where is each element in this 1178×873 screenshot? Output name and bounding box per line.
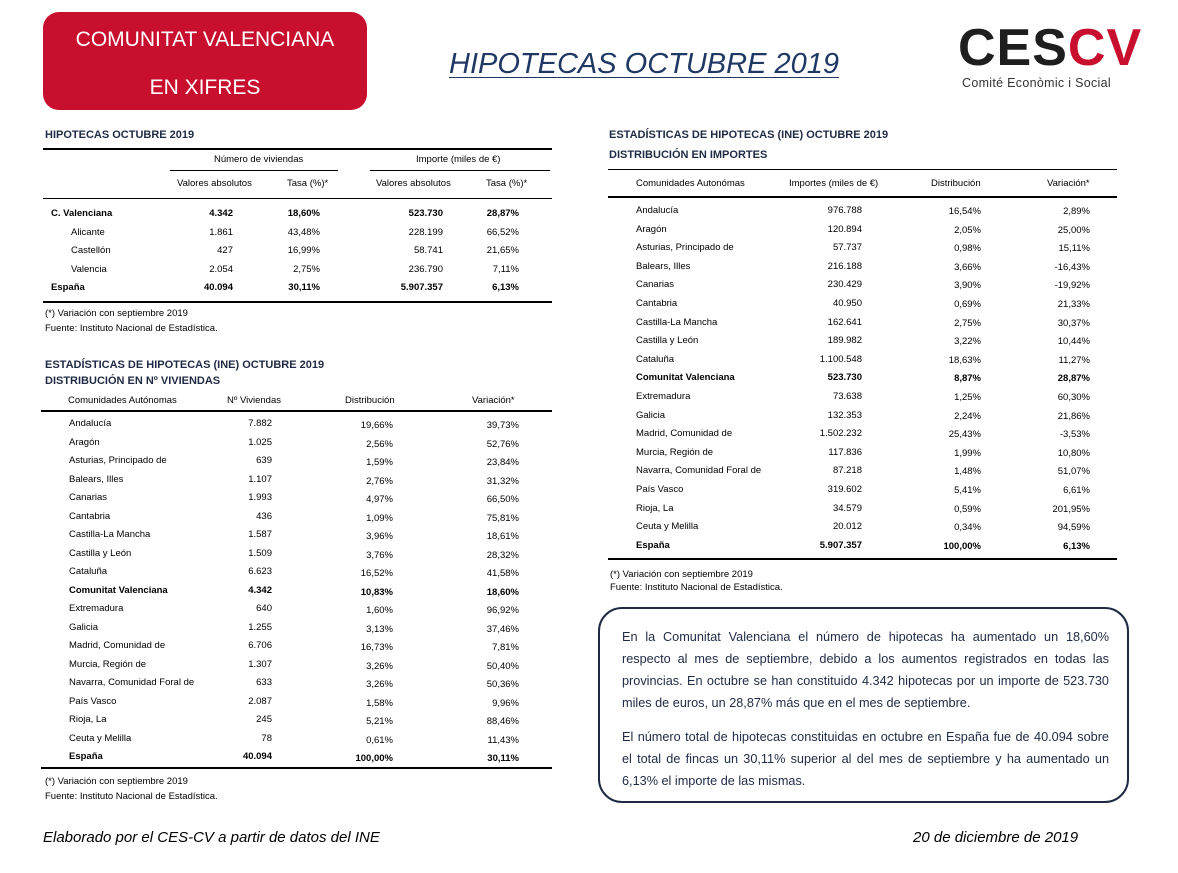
table3-row-importe: 162.641 xyxy=(827,316,862,328)
table2-row-variacion: 28,32% xyxy=(486,549,519,561)
table2-header-ccaa: Comunidades Autónomas xyxy=(68,395,177,406)
table1-group-rule-2 xyxy=(370,170,550,171)
table2-row-distribucion: 0,61% xyxy=(366,734,393,746)
table2-row-name: Galicia xyxy=(69,621,99,633)
table3-row-name: Cantabria xyxy=(636,298,678,309)
table2-row-variacion: 37,46% xyxy=(486,623,519,635)
table2-row-viviendas: 6.706 xyxy=(248,640,272,651)
table3-row-name: Castilla-La Mancha xyxy=(636,316,718,328)
table2-row-viviendas: 1.587 xyxy=(248,529,272,540)
table3-row-importe: 34.579 xyxy=(832,502,862,514)
table1-row-importe: 58.741 xyxy=(413,245,443,256)
table3-header-distribucion: Distribución xyxy=(931,178,981,189)
table2-row-variacion: 23,84% xyxy=(486,457,519,468)
table3-row-distribucion: 1,99% xyxy=(954,447,981,459)
table1-col-tasa-1: Tasa (%)* xyxy=(287,178,329,189)
table3-row-variacion: 2,89% xyxy=(1063,206,1090,217)
table3-row-variacion: 21,86% xyxy=(1057,410,1090,422)
table1-row-tasa-viviendas: 18,60% xyxy=(287,208,320,219)
table2-row-viviendas: 1.993 xyxy=(248,492,272,503)
table1-note: (*) Variación con septiembre 2019 xyxy=(45,308,188,319)
table3-row-distribucion: 0,59% xyxy=(954,503,981,515)
table2-row-variacion: 75,81% xyxy=(486,512,519,524)
table3-row-importe: 73.638 xyxy=(832,391,862,402)
badge-line-2: EN XIFRES xyxy=(149,76,261,99)
table3-note: (*) Variación con septiembre 2019 xyxy=(610,569,753,580)
table3-row-importe: 1.100.548 xyxy=(819,353,862,365)
table2-row-viviendas: 640 xyxy=(256,603,272,614)
logo-word-ces: CES xyxy=(958,19,1068,77)
table2-row-viviendas: 78 xyxy=(261,732,272,744)
table3-row-name: Balears, Illes xyxy=(636,260,691,272)
table3-title-2: DISTRIBUCIÓN EN IMPORTES xyxy=(609,149,768,161)
table3-row-name: Murcia, Región de xyxy=(636,446,714,458)
page-title: HIPOTECAS OCTUBRE 2019 xyxy=(449,48,839,80)
table3-row-importe: 216.188 xyxy=(827,260,862,272)
table3-row-name: Madrid, Comunidad de xyxy=(636,428,733,440)
table1-title: HIPOTECAS OCTUBRE 2019 xyxy=(45,129,195,141)
table2-row-distribucion: 3,13% xyxy=(366,623,393,635)
table1-header-rule xyxy=(43,198,552,199)
table2-row-viviendas: 1.255 xyxy=(248,621,272,633)
table2-row-variacion: 41,58% xyxy=(486,568,519,579)
table1-row-viviendas: 2.054 xyxy=(209,264,233,275)
table3-row-variacion: 30,37% xyxy=(1057,317,1090,329)
table2-row-distribucion: 2,56% xyxy=(366,438,393,450)
logo-word-cv: CV xyxy=(1067,19,1143,77)
table3-row-variacion: 60,30% xyxy=(1057,392,1090,403)
table3-title-1: ESTADÍSTICAS DE HIPOTECAS (INE) OCTUBRE 2019 xyxy=(609,129,889,141)
table3-row-variacion: 6,13% xyxy=(1063,540,1090,552)
table1-group-rule-1 xyxy=(170,170,338,171)
table1-row-viviendas: 4.342 xyxy=(209,208,233,219)
table1-row-name: Valencia xyxy=(71,264,107,275)
table2-row-variacion: 7,81% xyxy=(492,642,519,653)
table2-row-viviendas: 6.623 xyxy=(248,566,272,577)
table3-header-variacion: Variación* xyxy=(1047,178,1090,189)
table2-header-rule xyxy=(41,410,552,412)
table2-title-1: ESTADÍSTICAS DE HIPOTECAS (INE) OCTUBRE 2019 xyxy=(45,359,325,371)
table3-row-variacion: -19,92% xyxy=(1054,280,1090,292)
table2-note: (*) Variación con septiembre 2019 xyxy=(45,776,188,787)
table1-row-viviendas: 1.861 xyxy=(209,227,233,238)
table2-row-name: País Vasco xyxy=(69,695,117,707)
table2-row-distribucion: 4,97% xyxy=(366,494,393,505)
table3-row-variacion: 28,87% xyxy=(1057,373,1090,385)
table2-row-name: Asturias, Principado de xyxy=(69,455,167,466)
table2-row-viviendas: 245 xyxy=(256,714,272,725)
table1-col-va-1: Valores absolutos xyxy=(177,178,252,189)
table1-row-tasa-viviendas: 30,11% xyxy=(288,282,320,293)
table2-row-variacion: 30,11% xyxy=(487,753,519,764)
table3-top-rule xyxy=(608,169,1117,170)
table2-row-name: Andalucía xyxy=(69,418,112,429)
table3-row-name: Asturias, Principado de xyxy=(636,242,734,254)
table3-row-distribucion: 0,98% xyxy=(954,243,981,255)
table2-row-viviendas: 1.307 xyxy=(248,658,272,670)
table2-row-distribucion: 5,21% xyxy=(366,716,393,727)
table2-row-distribucion: 3,26% xyxy=(366,660,393,672)
table1-row-viviendas: 427 xyxy=(217,245,233,256)
table3-row-variacion: 94,59% xyxy=(1057,522,1090,534)
table2-row-distribucion: 100,00% xyxy=(355,753,393,764)
table3-header-importes: Importes (miles de €) xyxy=(789,178,879,189)
table2-row-variacion: 52,76% xyxy=(486,438,519,450)
table2-row-variacion: 50,36% xyxy=(486,679,519,690)
table1-row-name: C. Valenciana xyxy=(51,208,113,219)
footer-source: Elaborado por el CES-CV a partir de datos del INE xyxy=(43,829,380,846)
table2-row-viviendas: 4.342 xyxy=(248,584,272,596)
table3-row-distribucion: 100,00% xyxy=(943,540,981,552)
table3-row-variacion: 15,11% xyxy=(1058,243,1090,255)
table2-row-variacion: 9,96% xyxy=(492,697,519,709)
table2-row-distribucion: 1,09% xyxy=(366,512,393,524)
table1-row-tasa-importe: 28,87% xyxy=(486,208,519,219)
table2-row-name: Murcia, Región de xyxy=(69,658,147,670)
summary-paragraph-1: En la Comunitat Valenciana el número de hipotecas ha aumentado un 18,60% respecto al mes de septiembre, debido a los aumentos registrados en todas las provincias. En octubre se han constituido 4.342 hipotecas por un importe de 523.730 miles de euros, un 28,87% más que en el mes de septiembre. xyxy=(622,630,1109,710)
table3-row-name: Canarias xyxy=(636,279,675,291)
table3-row-distribucion: 3,90% xyxy=(954,280,981,292)
table3-header-ccaa: Comunidades Autonómas xyxy=(636,178,745,189)
table2-header-distribucion: Distribución xyxy=(345,395,395,406)
table2-row-variacion: 39,73% xyxy=(486,420,519,431)
table3-row-distribucion: 16,54% xyxy=(948,206,981,217)
table2-row-name: Aragón xyxy=(69,436,100,448)
table3-row-variacion: -3,53% xyxy=(1059,429,1090,441)
table2-row-name: Comunitat Valenciana xyxy=(69,584,168,596)
footer-date: 20 de diciembre de 2019 xyxy=(913,829,1079,846)
table3-row-importe: 20.012 xyxy=(832,521,862,533)
table2-row-name: Extremadura xyxy=(69,603,124,614)
header-badge xyxy=(43,12,367,110)
table3-row-distribucion: 3,66% xyxy=(954,261,981,273)
table3-row-distribucion: 25,43% xyxy=(948,429,981,441)
table1-row-name: España xyxy=(51,282,85,293)
table3-row-variacion: 51,07% xyxy=(1057,466,1090,478)
table3-row-importe: 120.894 xyxy=(827,223,862,235)
table3-row-importe: 1.502.232 xyxy=(819,428,862,440)
table3-row-variacion: 25,00% xyxy=(1057,224,1090,236)
table3-row-distribucion: 0,34% xyxy=(954,522,981,534)
table2-row-distribucion: 16,73% xyxy=(360,642,393,653)
table2-row-distribucion: 1,59% xyxy=(366,457,393,468)
badge-line-1: COMUNITAT VALENCIANA xyxy=(75,28,335,51)
table1-row-tasa-viviendas: 43,48% xyxy=(287,227,320,238)
table1-row-importe: 523.730 xyxy=(408,208,443,219)
table1-col-va-2: Valores absolutos xyxy=(376,178,451,189)
table3-row-importe: 87.218 xyxy=(832,465,862,477)
table3-source: Fuente: Instituto Nacional de Estadística. xyxy=(610,582,783,593)
table2-row-variacion: 18,60% xyxy=(486,586,519,598)
table1-bottom-rule xyxy=(43,301,552,303)
table2-row-name: Cantabria xyxy=(69,510,111,522)
table3-row-importe: 132.353 xyxy=(827,409,862,421)
table3-row-name: Aragón xyxy=(636,223,667,235)
table3-row-variacion: 6,61% xyxy=(1063,485,1090,496)
summary-box xyxy=(598,607,1129,803)
table2-row-viviendas: 1.107 xyxy=(248,473,272,485)
table2-row-distribucion: 1,58% xyxy=(366,697,393,709)
table2-bottom-rule xyxy=(41,767,552,769)
table3-row-name: País Vasco xyxy=(636,484,684,495)
table1-row-viviendas: 40.094 xyxy=(203,282,233,293)
table2-row-variacion: 50,40% xyxy=(486,660,519,672)
table1-row-name: Alicante xyxy=(71,227,105,238)
table3-row-variacion: 10,44% xyxy=(1057,336,1090,348)
summary-paragraph-2: El número total de hipotecas constituidas en octubre en España fue de 40.094 sobre el total de fincas un 30,11% superior al del mes de septiembre y ha aumentado un 6,13% el importe de las mismas. xyxy=(622,730,1109,788)
table3-row-distribucion: 1,48% xyxy=(954,466,981,478)
table2-row-viviendas: 40.094 xyxy=(242,751,272,762)
table3-row-distribucion: 2,75% xyxy=(954,317,981,329)
table3-row-importe: 57.737 xyxy=(832,242,862,254)
table3-row-name: Galicia xyxy=(636,409,666,421)
table2-row-distribucion: 2,76% xyxy=(366,475,393,487)
table2-row-distribucion: 16,52% xyxy=(360,568,393,579)
table1-group-viviendas: Número de viviendas xyxy=(214,154,304,165)
logo-subtitle: Comité Econòmic i Social xyxy=(962,76,1111,90)
table3-row-name: Extremadura xyxy=(636,391,691,402)
table3-row-importe: 5.907.357 xyxy=(819,539,862,551)
table3-row-distribucion: 0,69% xyxy=(954,299,981,310)
table1-row-tasa-importe: 21,65% xyxy=(486,245,519,256)
table3-row-variacion: -16,43% xyxy=(1054,261,1090,273)
table2-row-variacion: 18,61% xyxy=(486,531,519,542)
table1-row-importe: 5.907.357 xyxy=(400,282,443,293)
table2-row-name: Madrid, Comunidad de xyxy=(69,640,166,651)
table3-row-importe: 40.950 xyxy=(832,298,862,309)
table3-row-name: Castilla y León xyxy=(636,335,699,347)
table3-row-name: Navarra, Comunidad Foral de xyxy=(636,465,762,477)
table1-group-importe: Importe (miles de €) xyxy=(416,154,501,165)
table1-col-tasa-2: Tasa (%)* xyxy=(486,178,528,189)
table2-header-variacion: Variación* xyxy=(472,395,515,406)
table3-row-variacion: 11,27% xyxy=(1058,354,1090,366)
table2-row-variacion: 88,46% xyxy=(486,716,519,727)
table3-row-distribucion: 2,05% xyxy=(954,224,981,236)
table2-row-name: España xyxy=(69,751,103,762)
table2-row-viviendas: 633 xyxy=(256,677,272,688)
table1-row-tasa-importe: 6,13% xyxy=(492,282,519,293)
table2-row-variacion: 11,43% xyxy=(487,734,519,746)
table3-row-variacion: 201,95% xyxy=(1052,503,1090,515)
table2-row-distribucion: 3,76% xyxy=(366,549,393,561)
table3-row-importe: 189.982 xyxy=(827,335,862,347)
logo-wordmark xyxy=(958,20,1142,76)
table2-row-variacion: 96,92% xyxy=(486,605,519,616)
table3-row-distribucion: 5,41% xyxy=(954,485,981,496)
table2-title-2: DISTRIBUCIÓN EN Nº VIVIENDAS xyxy=(45,375,221,387)
table2-row-distribucion: 19,66% xyxy=(360,420,393,431)
table2-row-name: Castilla-La Mancha xyxy=(69,529,151,540)
table2-row-name: Ceuta y Melilla xyxy=(69,732,132,744)
table3-row-distribucion: 1,25% xyxy=(954,392,981,403)
table2-row-viviendas: 639 xyxy=(256,455,272,466)
table3-header-rule xyxy=(608,196,1117,198)
table3-row-name: Ceuta y Melilla xyxy=(636,521,699,533)
table1-row-tasa-importe: 66,52% xyxy=(486,227,519,238)
table3-row-distribucion: 18,63% xyxy=(948,354,981,366)
table1-source: Fuente: Instituto Nacional de Estadística. xyxy=(45,323,218,334)
table3-row-name: Andalucía xyxy=(636,205,679,216)
table3-row-importe: 523.730 xyxy=(827,372,862,384)
table2-row-viviendas: 1.025 xyxy=(248,436,272,448)
table1-row-tasa-viviendas: 16,99% xyxy=(287,245,320,256)
table2-row-variacion: 31,32% xyxy=(486,475,519,487)
table3-bottom-rule xyxy=(608,558,1117,560)
table3-row-name: España xyxy=(636,539,670,551)
table3-row-importe: 976.788 xyxy=(827,205,862,216)
table1-row-tasa-viviendas: 2,75% xyxy=(293,264,320,275)
table2-header-viviendas: Nº Viviendas xyxy=(227,395,281,406)
table1-row-name: Castellón xyxy=(71,245,111,256)
table1-row-importe: 228.199 xyxy=(408,227,443,238)
table3-row-importe: 117.836 xyxy=(828,446,862,458)
table2-row-name: Canarias xyxy=(69,492,108,503)
table3-row-distribucion: 2,24% xyxy=(954,410,981,422)
table2-row-viviendas: 436 xyxy=(256,510,272,522)
table3-row-name: Comunitat Valenciana xyxy=(636,372,735,384)
table2-row-name: Cataluña xyxy=(69,566,108,577)
table2-row-variacion: 66,50% xyxy=(486,494,519,505)
table2-row-distribucion: 10,83% xyxy=(360,586,393,598)
table2-row-viviendas: 7.882 xyxy=(248,418,272,429)
table3-row-name: Rioja, La xyxy=(636,502,674,514)
table1-row-tasa-importe: 7,11% xyxy=(492,264,519,275)
table2-row-viviendas: 1.509 xyxy=(248,547,272,559)
table3-row-distribucion: 8,87% xyxy=(954,373,981,385)
table2-row-distribucion: 3,26% xyxy=(366,679,393,690)
table2-row-viviendas: 2.087 xyxy=(248,695,272,707)
table2-row-name: Castilla y León xyxy=(69,547,132,559)
table2-row-name: Navarra, Comunidad Foral de xyxy=(69,677,195,688)
table3-row-importe: 319.602 xyxy=(827,484,862,495)
table1-top-rule xyxy=(43,148,552,150)
table2-row-distribucion: 1,60% xyxy=(366,605,393,616)
table2-row-name: Balears, Illes xyxy=(69,473,124,485)
table3-row-importe: 230.429 xyxy=(827,279,862,291)
table3-row-variacion: 21,33% xyxy=(1057,299,1090,310)
table2-row-name: Rioja, La xyxy=(69,714,107,725)
cescv-logo xyxy=(958,19,1143,94)
table2-source: Fuente: Instituto Nacional de Estadística. xyxy=(45,791,218,802)
table3-row-name: Cataluña xyxy=(636,353,675,365)
table3-row-variacion: 10,80% xyxy=(1057,447,1090,459)
table3-row-distribucion: 3,22% xyxy=(954,336,981,348)
table1-row-importe: 236.790 xyxy=(408,264,443,275)
table2-row-distribucion: 3,96% xyxy=(366,531,393,542)
